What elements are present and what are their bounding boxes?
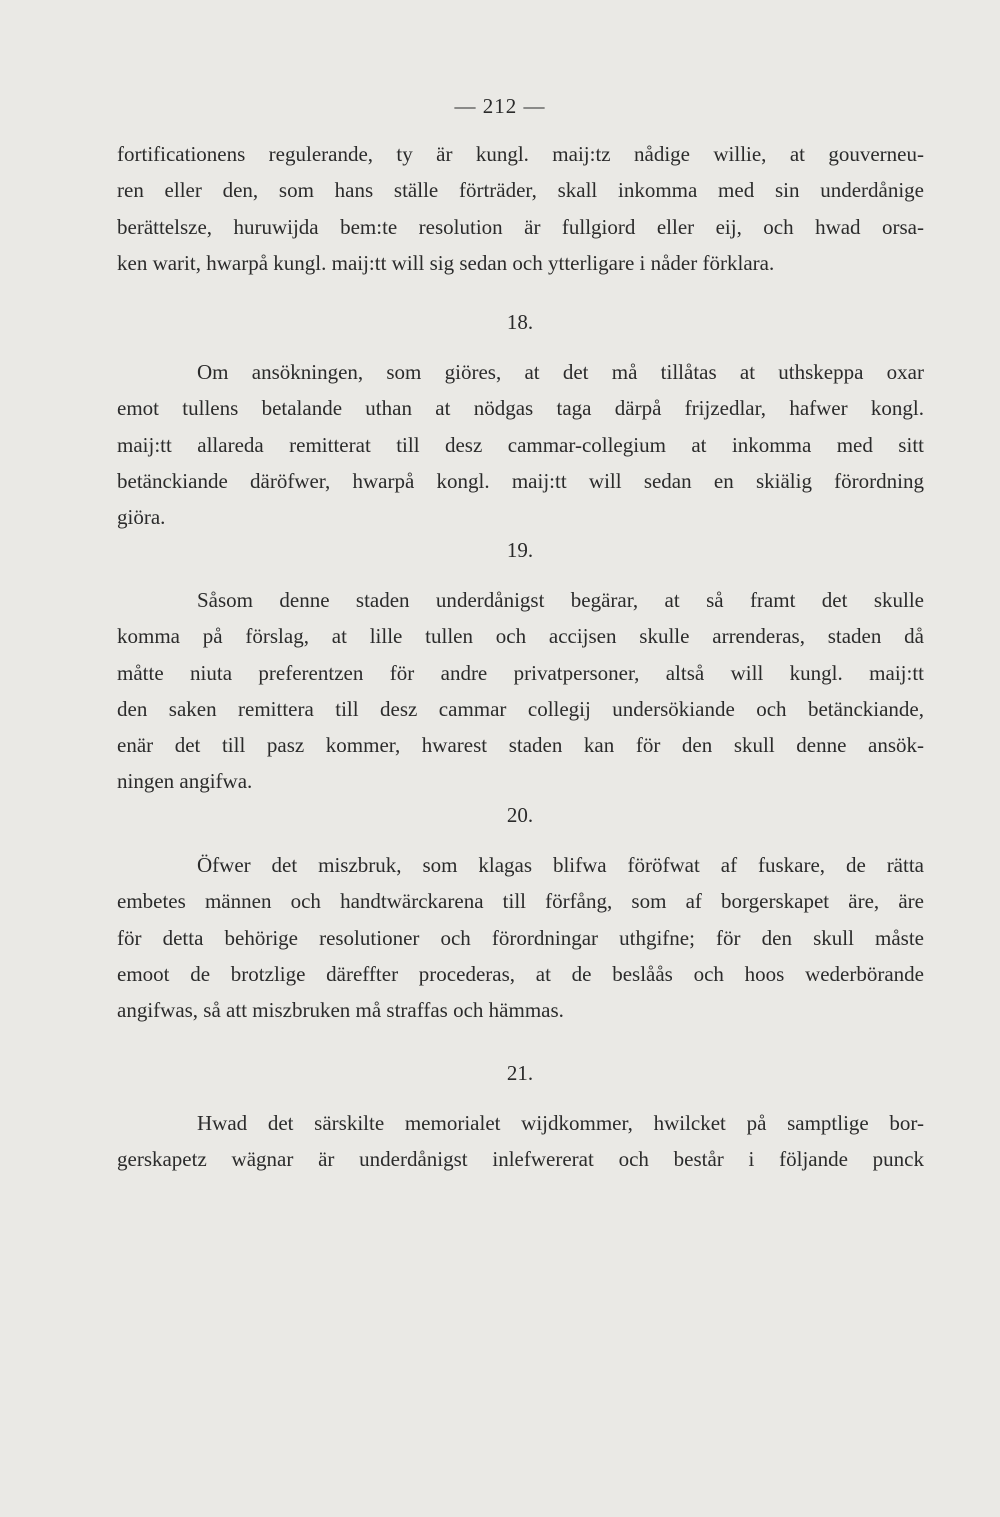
text-line: Om ansökningen, som giöres, at det må tillåtas at uthskeppa oxar <box>197 360 924 384</box>
page-number: — 212 — <box>454 94 546 118</box>
text-line: fortificationens regulerande, ty är kungl. maij:tz nådige willie, at gouverneu- <box>117 142 924 166</box>
text-line: ningen angifwa. <box>117 769 253 794</box>
text-line: maij:tt allareda remitterat till desz cammar-collegium at inkomma med sitt <box>117 432 924 457</box>
section-number-20: 20. <box>506 803 534 827</box>
text-line: giöra. <box>117 505 166 530</box>
paragraph-section-18 <box>117 354 924 535</box>
paragraph-section-19 <box>117 582 924 800</box>
text-line: angifwas, så att miszbruken må straffas och hämmas. <box>117 998 564 1023</box>
paragraph-continuation <box>117 136 924 281</box>
text-line: Hwad det särskilte memorialet wijdkommer, hwilcket på samptlige bor- <box>197 1111 924 1135</box>
text-line: embetes männen och handtwärckarena till förfång, som af borgerskapet äre, äre <box>117 889 924 914</box>
text-line: komma på förslag, at lille tullen och accijsen skulle arrenderas, staden då <box>117 624 924 649</box>
text-line: för detta behörige resolutioner och förordningar uthgifne; för den skull måste <box>117 925 924 950</box>
section-number-19: 19. <box>506 538 534 562</box>
text-line: emoot de brotzlige däreffter procederas, at de beslåås och hoos wederbörande <box>117 961 924 986</box>
text-line: ken warit, hwarpå kungl. maij:tt will sig sedan och ytterligare i nåder förklara. <box>117 250 775 275</box>
text-line: ren eller den, som hans ställe förträder, skall inkomma med sin underdånige <box>117 178 924 203</box>
text-line: betänckiande däröfwer, hwarpå kongl. maij:tt will sedan en skiälig förordning <box>117 468 924 493</box>
text-line: den saken remittera till desz cammar collegij undersökiande och betänckiande, <box>117 696 924 721</box>
text-line: emot tullens betalande uthan at nödgas taga därpå frijzedlar, hafwer kongl. <box>117 396 924 421</box>
section-number-21: 21. <box>506 1061 534 1085</box>
text-line: Öfwer det miszbruk, som klagas blifwa föröfwat af fuskare, de rätta <box>197 853 924 877</box>
paragraph-section-20 <box>117 847 924 1028</box>
paragraph-section-21 <box>117 1105 924 1178</box>
text-line: gerskapetz wägnar är underdånigst inlefwererat och består i följande punck <box>117 1147 924 1172</box>
text-line: berättelsze, huruwijda bem:te resolution är fullgiord eller eij, och hwad orsa- <box>117 214 924 239</box>
text-line: måtte niuta preferentzen för andre privatpersoner, altså will kungl. maij:tt <box>117 660 924 685</box>
section-number-18: 18. <box>506 310 534 334</box>
text-line: enär det till pasz kommer, hwarest staden kan för den skull denne ansök- <box>117 733 924 758</box>
text-line: Såsom denne staden underdånigst begärar, at så framt det skulle <box>197 588 924 612</box>
